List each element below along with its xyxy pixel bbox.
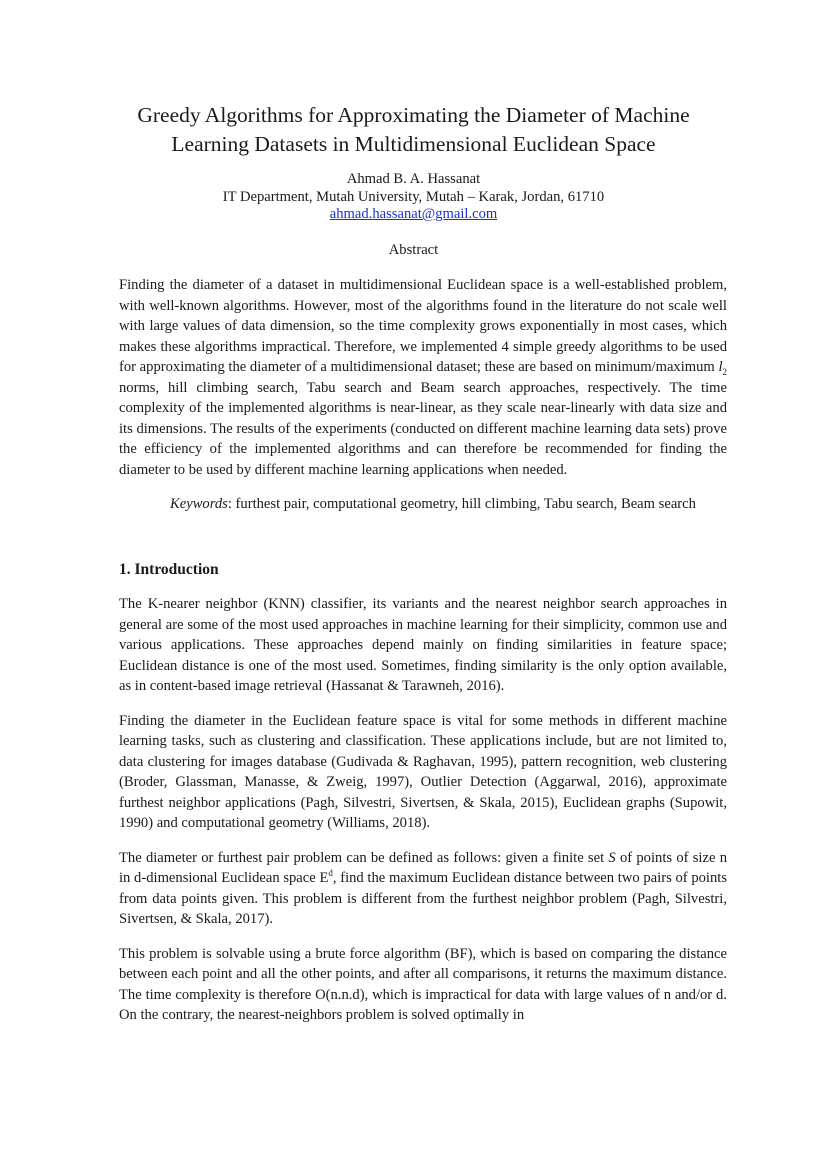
section-heading-introduction: 1. Introduction — [119, 561, 219, 578]
intro-paragraph-1: The K-nearer neighbor (KNN) classifier, its variants and the nearest neighbor search approaches in general are some of the most used approaches in machine learning for their simplicity, common use and various applications. These approaches depend mainly on finding similarities in feature space; Euclidean distance is one of the most used. Sometimes, finding similarity is the only option available, as in content-based image retrieval (Hassanat & Tarawneh, 2016). — [119, 596, 727, 694]
author-affiliation: IT Department, Mutah University, Mutah – Karak, Jordan, 61710 — [222, 188, 605, 205]
author-name: Ahmad B. A. Hassanat — [346, 171, 481, 187]
intro-paragraph-3 — [119, 848, 727, 930]
abstract-part-2: norms, hill climbing search, Tabu search and Beam search approaches, respectively. The time complexity of the implemented algorithms is near-linear, as they scale near-linearly with data size and its dimensions. The results of the experiments (conducted on different machine learning data sets) prove the efficiency of the implemented algorithms and can therefore be recommended for finding the diameter to be used by different machine learning applications when needed. — [119, 379, 727, 478]
keywords-label: Keywords — [170, 496, 228, 512]
abstract-part-1: Finding the diameter of a dataset in multidimensional Euclidean space is a well-established problem, with well-known algorithms. However, most of the algorithms found in the literature do not scale well with large values of data dimension, so the time complexity grows exponentially in most cases, which makes these algorithms impractical. Therefore, we implemented 4 simple greedy algorithms to be used for approximating the diameter of a multidimensional dataset; these are based on minimum/maximum — [119, 277, 727, 375]
author-email-link[interactable]: ahmad.hassanat@gmail.com — [329, 206, 498, 222]
title-line-2: Learning Datasets in Multidimensional Euclidean Space — [171, 132, 656, 156]
set-symbol: S — [608, 849, 616, 866]
dimension-superscript: d — [328, 868, 333, 879]
p3-part-b: of points of size n in d-dimensional Euclidean space E — [119, 849, 727, 886]
p3-part-a: The diameter or furthest pair problem can be defined as follows: given a finite set — [119, 849, 609, 866]
intro-paragraph-4: This problem is solvable using a brute force algorithm (BF), which is based on comparing the distance between each point and all the other points, and after all comparisons, it returns the maximum distance. The time complexity is therefore O(n.n.d), which is impractical for data with large values of n and/or d. On the contrary, the nearest-neighbors problem is solved optimally in — [119, 945, 727, 1023]
paper-title — [0, 101, 827, 159]
norm-subscript: 2 — [722, 366, 727, 377]
title-line-1: Greedy Algorithms for Approximating the Diameter of Machine — [137, 103, 690, 127]
intro-paragraph-2: Finding the diameter in the Euclidean feature space is vital for some methods in different machine learning tasks, such as clustering and classification. These applications include, but are not limited to, data clustering for images database (Gudivada & Raghavan, 1995), pattern recognition, web clustering (Broder, Glassman, Manasse, & Zweig, 1997), Outlier Detection (Aggarwal, 2016), approximate furthest neighbor applications (Pagh, Silvestri, Sivertsen, & Skala, 2015), Euclidean graphs (Supowit, 1990) and computational geometry (Williams, 2018). — [119, 712, 727, 831]
p3-part-c: , find the maximum Euclidean distance between two pairs of points from data points given. This problem is different from the furthest neighbor problem (Pagh, Silvestri, Sivertsen, & Skala, 2017). — [119, 870, 727, 927]
abstract-heading: Abstract — [388, 241, 439, 258]
keywords-list: : furthest pair, computational geometry, hill climbing, Tabu search, Beam search — [227, 496, 696, 512]
abstract-text — [119, 275, 727, 480]
keywords — [170, 494, 827, 514]
norm-symbol: l — [718, 359, 723, 375]
